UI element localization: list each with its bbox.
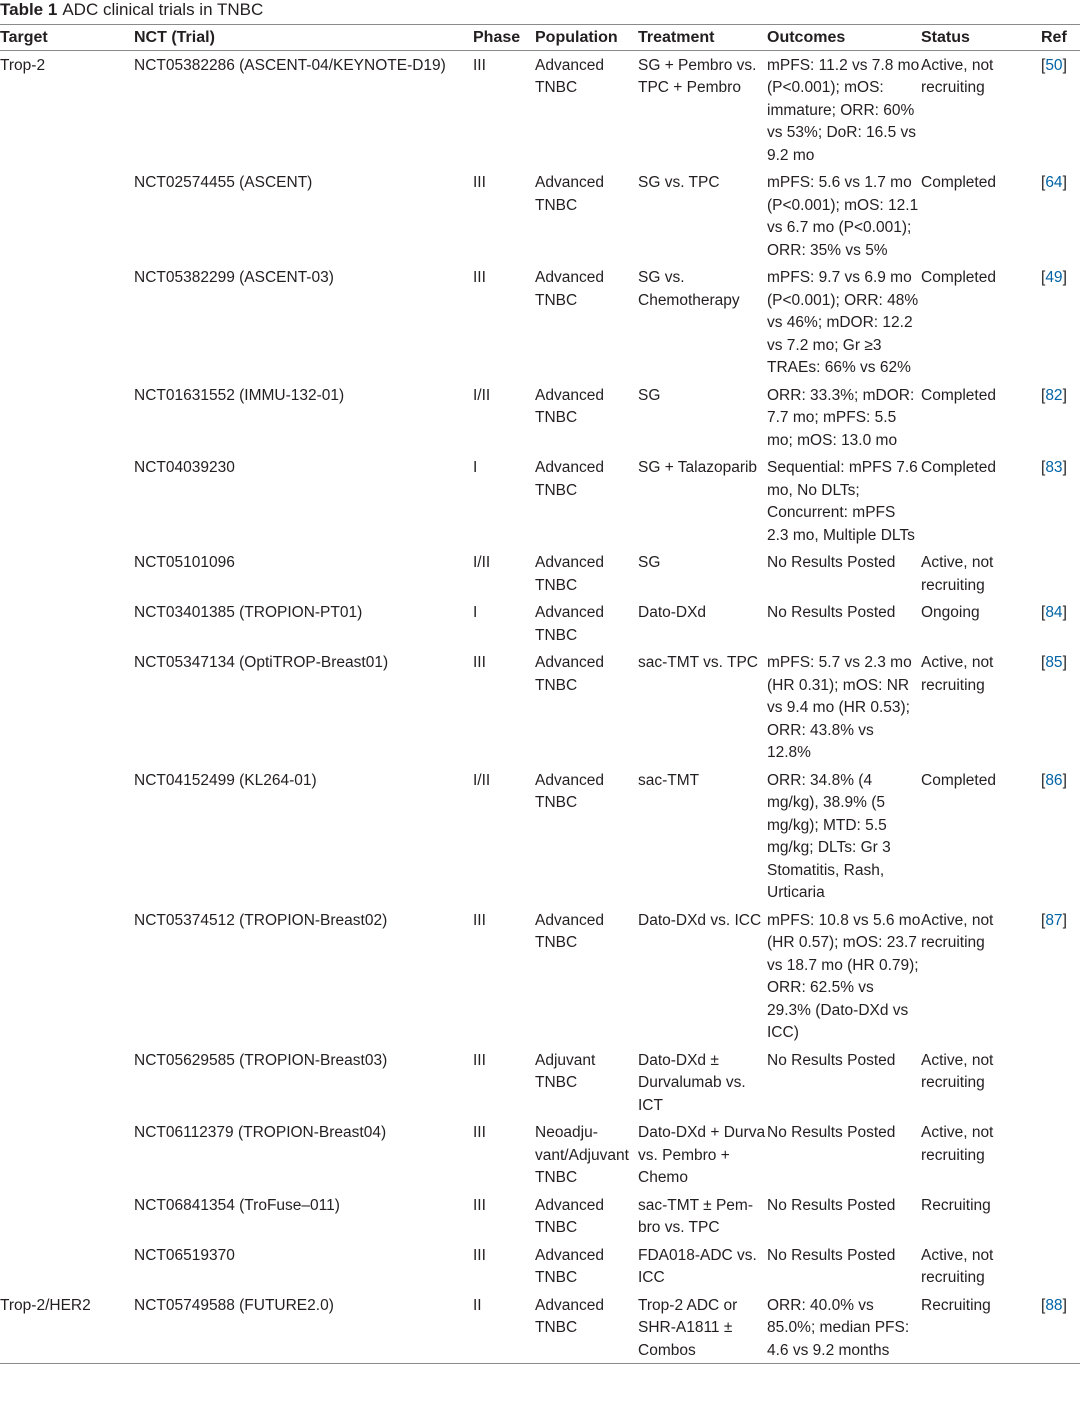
reference-link[interactable]: 86 xyxy=(1045,771,1063,789)
cell-treatment: sac-TMT ± Pembro vs. TPC xyxy=(638,1196,754,1236)
table-row xyxy=(0,50,1080,168)
cell-target xyxy=(0,453,134,548)
cell-population: Advanced TNBC xyxy=(535,56,604,96)
cell-nct: NCT03401385 (TROPION-PT01) xyxy=(134,604,363,621)
table-row xyxy=(0,381,1080,454)
cell-phase: III xyxy=(473,911,486,929)
cell-status: Completed xyxy=(921,174,996,191)
table-caption-text: ADC clinical trials in TNBC xyxy=(62,0,264,19)
reference-link[interactable]: 85 xyxy=(1045,654,1063,671)
column-header-ref: Ref xyxy=(1041,25,1080,51)
cell-target xyxy=(0,548,134,598)
cell-nct: NCT05749588 (FUTURE2.0) xyxy=(134,1291,473,1364)
reference-link[interactable]: 87 xyxy=(1045,911,1063,929)
cell-treatment: SG vs. TPC xyxy=(638,174,720,191)
cell-status: Active, not recruiting xyxy=(921,56,994,96)
table-row xyxy=(0,766,1080,906)
cell-target xyxy=(0,168,134,263)
reference-link[interactable]: 49 xyxy=(1045,269,1063,286)
cell-outcomes: mPFS: 5.7 vs 2.3 mo (HR 0.31); mOS: NR vs 9.4 mo (HR 0.53); ORR: 43.8% vs 12.8% xyxy=(767,654,912,761)
table-row xyxy=(0,1241,1080,1291)
cell-population: Advanced TNBC xyxy=(535,654,604,694)
cell-ref xyxy=(1041,1191,1080,1241)
cell-target xyxy=(0,1191,134,1241)
cell-status: Ongoing xyxy=(921,604,980,621)
cell-outcomes: No Results Posted xyxy=(767,1196,896,1214)
cell-target xyxy=(0,1118,134,1191)
table-caption xyxy=(0,0,263,22)
cell-treatment: SG + Talazoparib xyxy=(638,459,758,476)
cell-ref: [64] xyxy=(1041,174,1067,191)
table-row xyxy=(0,453,1080,548)
cell-outcomes: mPFS: 11.2 vs 7.8 mo (P<0.001); mOS: immature; ORR: 60% vs 53%; DoR: 16.5 vs 9.2 mo xyxy=(767,56,920,164)
cell-treatment: sac-TMT vs. TPC xyxy=(638,654,758,671)
cell-ref: [84] xyxy=(1041,604,1067,621)
cell-treatment: SG vs. Chemotherapy xyxy=(638,269,740,309)
cell-population: Advanced TNBC xyxy=(535,269,604,309)
cell-population: Advanced TNBC xyxy=(535,771,604,811)
cell-status: Active, not recruiting xyxy=(921,654,994,694)
adc-trials-table xyxy=(0,24,1080,1364)
cell-ref: [83] xyxy=(1041,459,1067,476)
cell-phase: III xyxy=(473,56,486,74)
cell-nct: NCT05347134 (OptiTROP-Breast01) xyxy=(134,654,389,671)
cell-target xyxy=(0,1046,134,1119)
cell-population: Advanced TNBC xyxy=(535,459,604,499)
cell-nct: NCT02574455 (ASCENT) xyxy=(134,174,313,191)
cell-population: Advanced TNBC xyxy=(535,1246,604,1286)
cell-treatment: Dato-DXd + Durva vs. Pembro + Chemo xyxy=(638,1124,766,1186)
cell-population: Advanced TNBC xyxy=(535,1291,638,1364)
cell-target xyxy=(0,648,134,766)
cell-treatment: Dato-DXd xyxy=(638,604,707,621)
cell-nct: NCT06841354 (TroFuse–011) xyxy=(134,1196,340,1214)
cell-ref xyxy=(1041,1118,1080,1191)
cell-treatment: Dato-DXd vs. ICC xyxy=(638,911,762,929)
cell-treatment: Dato-DXd ± Durvalumab vs. ICT xyxy=(638,1051,746,1114)
cell-target: Trop-2 xyxy=(0,56,46,74)
cell-ref: [86] xyxy=(1041,771,1067,789)
cell-outcomes: ORR: 34.8% (4 mg/kg), 38.9% (5 mg/kg); MTD: 5.5 mg/kg; DLTs: Gr 3 Stomatitis, Rash, Urticaria xyxy=(767,771,891,901)
cell-target xyxy=(0,263,134,381)
cell-phase: III xyxy=(473,654,486,671)
cell-population: Neoadjuvant/Adjuvant TNBC xyxy=(535,1124,629,1186)
cell-phase: I xyxy=(473,604,478,621)
cell-status: Active, not recruiting xyxy=(921,911,994,951)
column-header-target: Target xyxy=(0,25,134,51)
column-header-status: Status xyxy=(921,25,1041,51)
table-row xyxy=(0,168,1080,263)
table-row xyxy=(0,598,1080,648)
cell-outcomes: No Results Posted xyxy=(767,1051,896,1069)
cell-nct: NCT05101096 xyxy=(134,554,235,571)
cell-nct: NCT06519370 xyxy=(134,1246,235,1264)
column-header-phase: Phase xyxy=(473,25,535,51)
cell-phase: III xyxy=(473,269,486,286)
cell-ref: [82] xyxy=(1041,386,1067,404)
cell-phase: I/II xyxy=(473,771,491,789)
cell-status: Recruiting xyxy=(921,1291,1041,1364)
table-row xyxy=(0,648,1080,766)
reference-link[interactable]: 88 xyxy=(1045,1296,1063,1314)
cell-status: Completed xyxy=(921,771,996,789)
cell-ref: [87] xyxy=(1041,911,1067,929)
cell-outcomes: mPFS: 5.6 vs 1.7 mo (P<0.001); mOS: 12.1 vs 6.7 mo (P<0.001); ORR: 35% vs 5% xyxy=(767,174,919,259)
cell-phase: I/II xyxy=(473,554,491,571)
cell-nct: NCT05382286 (ASCENT-04/KEYNOTE-D19) xyxy=(134,56,446,74)
column-header-nct: NCT (Trial) xyxy=(134,25,473,51)
cell-ref: [49] xyxy=(1041,269,1067,286)
cell-nct: NCT05374512 (TROPION-Breast02) xyxy=(134,911,388,929)
cell-status: Completed xyxy=(921,386,996,404)
cell-phase: III xyxy=(473,1124,486,1141)
cell-status: Completed xyxy=(921,269,996,286)
table-row xyxy=(0,1046,1080,1119)
table-row xyxy=(0,1118,1080,1191)
cell-ref xyxy=(1041,548,1080,598)
cell-population: Advanced TNBC xyxy=(535,174,604,214)
cell-population: Advanced TNBC xyxy=(535,554,604,594)
table-body xyxy=(0,50,1080,1364)
table-row xyxy=(0,1191,1080,1241)
cell-outcomes: ORR: 40.0% vs 85.0%; median PFS: 4.6 vs 9.2 months xyxy=(767,1291,921,1364)
cell-status: Active, not recruiting xyxy=(921,554,994,594)
cell-population: Advanced TNBC xyxy=(535,386,604,426)
cell-outcomes: mPFS: 9.7 vs 6.9 mo (P<0.001); ORR: 48% vs 46%; mDOR: 12.2 vs 7.2 mo; Gr ≥3 TRAEs: 66% vs 62% xyxy=(767,269,919,376)
cell-status: Recruiting xyxy=(921,1196,991,1214)
cell-treatment: FDA018-ADC vs. ICC xyxy=(638,1246,757,1286)
cell-status: Active, not recruiting xyxy=(921,1124,994,1164)
cell-treatment: sac-TMT xyxy=(638,771,700,789)
cell-treatment: SG xyxy=(638,386,661,404)
cell-ref xyxy=(1041,1046,1080,1119)
cell-nct: NCT04152499 (KL264-01) xyxy=(134,771,317,789)
cell-treatment: Trop-2 ADC or SHR-A1811 ± Combos xyxy=(638,1291,767,1364)
cell-target xyxy=(0,381,134,454)
cell-treatment: SG xyxy=(638,554,661,571)
cell-target xyxy=(0,766,134,906)
reference-link[interactable]: 82 xyxy=(1045,386,1063,404)
cell-ref: [88] xyxy=(1041,1291,1080,1364)
column-header-outcomes: Outcomes xyxy=(767,25,921,51)
cell-phase: III xyxy=(473,1246,486,1264)
cell-outcomes: ORR: 33.3%; mDOR: 7.7 mo; mPFS: 5.5 mo; mOS: 13.0 mo xyxy=(767,386,915,449)
cell-phase: I xyxy=(473,459,478,476)
cell-ref: [85] xyxy=(1041,654,1067,671)
cell-outcomes: No Results Posted xyxy=(767,1124,896,1141)
cell-phase: I/II xyxy=(473,386,491,404)
cell-target xyxy=(0,906,134,1046)
cell-nct: NCT06112379 (TROPION-Breast04) xyxy=(134,1124,387,1141)
cell-nct: NCT01631552 (IMMU-132-01) xyxy=(134,386,345,404)
column-header-treatment: Treatment xyxy=(638,25,767,51)
cell-target xyxy=(0,598,134,648)
cell-outcomes: Sequential: mPFS 7.6 mo, No DLTs; Concurrent: mPFS 2.3 mo, Multiple DLTs xyxy=(767,459,918,544)
reference-link[interactable]: 64 xyxy=(1045,174,1063,191)
cell-population: Advanced TNBC xyxy=(535,1196,604,1236)
cell-nct: NCT05382299 (ASCENT-03) xyxy=(134,269,334,286)
reference-link[interactable]: 83 xyxy=(1045,459,1063,476)
cell-target: Trop-2/HER2 xyxy=(0,1291,134,1364)
table-row xyxy=(0,906,1080,1046)
cell-status: Active, not recruiting xyxy=(921,1051,994,1091)
cell-population: Advanced TNBC xyxy=(535,604,604,644)
cell-nct: NCT05629585 (TROPION-Breast03) xyxy=(134,1051,388,1069)
cell-population: Adjuvant TNBC xyxy=(535,1051,596,1091)
cell-phase: III xyxy=(473,174,486,191)
column-header-population: Population xyxy=(535,25,638,51)
cell-status: Completed xyxy=(921,459,996,476)
cell-outcomes: No Results Posted xyxy=(767,554,896,571)
cell-outcomes: mPFS: 10.8 vs 5.6 mo (HR 0.57); mOS: 23.7 vs 18.7 mo (HR 0.79); ORR: 62.5% vs 29.3% (Dato-DXd vs ICC) xyxy=(767,911,921,1041)
cell-outcomes: No Results Posted xyxy=(767,604,896,621)
cell-status: Active, not recruiting xyxy=(921,1246,994,1286)
table-row xyxy=(0,1291,1080,1364)
reference-link[interactable]: 84 xyxy=(1045,604,1063,621)
cell-phase: II xyxy=(473,1291,535,1364)
table-row xyxy=(0,548,1080,598)
reference-link[interactable]: 50 xyxy=(1045,56,1063,74)
cell-ref xyxy=(1041,1241,1080,1291)
table-header-row xyxy=(0,25,1080,51)
cell-nct: NCT04039230 xyxy=(134,459,235,476)
cell-target xyxy=(0,1241,134,1291)
cell-phase: III xyxy=(473,1196,486,1214)
cell-phase: III xyxy=(473,1051,486,1069)
cell-population: Advanced TNBC xyxy=(535,911,604,951)
cell-treatment: SG + Pembro vs. TPC + Pembro xyxy=(638,56,757,96)
table-row xyxy=(0,263,1080,381)
table-caption-label: Table 1 xyxy=(0,0,58,19)
cell-ref: [50] xyxy=(1041,56,1067,74)
cell-outcomes: No Results Posted xyxy=(767,1246,896,1264)
